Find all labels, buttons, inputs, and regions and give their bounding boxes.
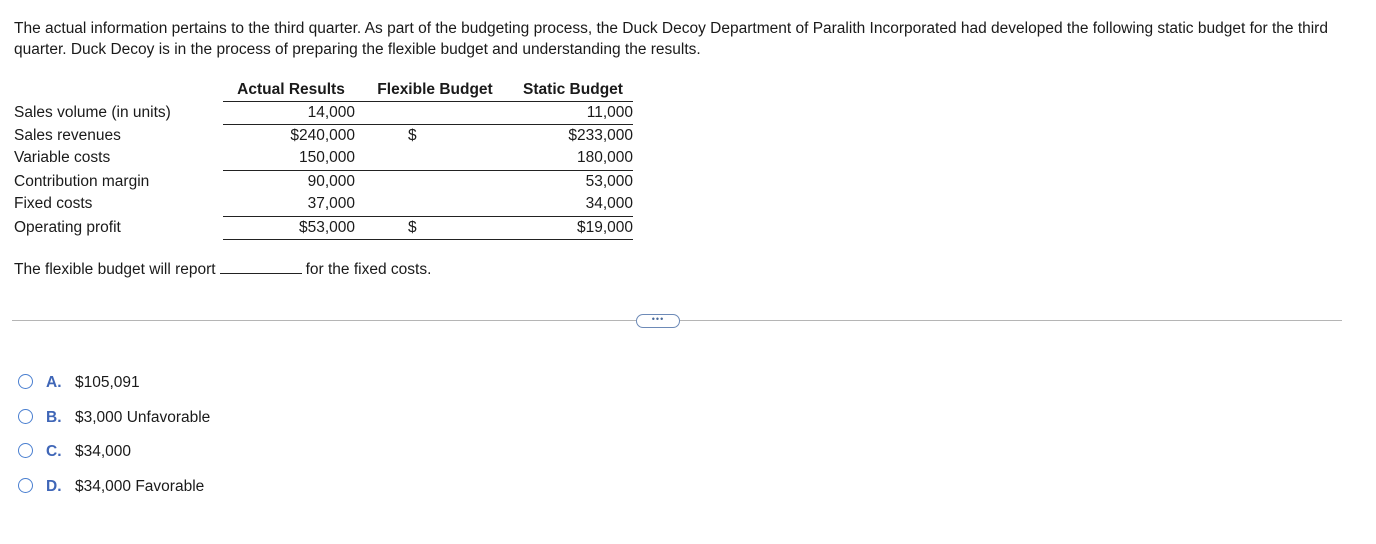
table-row: [14, 171, 654, 193]
flexible-value: $: [408, 219, 417, 236]
option-text: $105,091: [75, 374, 140, 391]
actual-value: $240,000: [290, 127, 355, 144]
table-row: [14, 193, 654, 215]
total-underline-top: [223, 239, 633, 240]
radio-button-icon[interactable]: [18, 478, 33, 493]
flexible-value: [408, 193, 428, 215]
flexible-value: [408, 147, 428, 169]
header-actual-results: Actual Results: [237, 81, 345, 98]
option-text: $34,000: [75, 443, 132, 460]
static-value: 53,000: [585, 173, 633, 190]
table-header-row: [14, 79, 654, 101]
flexible-value: [408, 102, 428, 124]
radio-button-icon[interactable]: [18, 409, 33, 424]
option-text: $34,000 Favorable: [75, 478, 205, 495]
actual-value: 37,000: [307, 195, 355, 212]
option-text: $3,000 Unfavorable: [75, 409, 211, 426]
static-value: 34,000: [585, 195, 633, 212]
table-row: [14, 102, 654, 124]
question-text: [14, 259, 431, 281]
row-label: Contribution margin: [14, 173, 150, 190]
table-row: [14, 147, 654, 169]
option-a[interactable]: [18, 372, 338, 394]
intro-paragraph: The actual information pertains to the third quarter. As part of the budgeting process, the Duck Decoy Department of Paralith Incorporated had developed the following static budget for the third quarter. Duck Decoy is in the process of preparing the flexible budget and understanding the results.: [14, 20, 1328, 58]
option-letter: B.: [46, 409, 62, 426]
table-row: [14, 217, 654, 239]
option-d[interactable]: [18, 476, 338, 498]
static-value: $19,000: [576, 219, 633, 236]
radio-button-icon[interactable]: [18, 443, 33, 458]
actual-value: 150,000: [298, 149, 355, 166]
header-static-budget: Static Budget: [523, 81, 623, 98]
actual-value: 14,000: [307, 104, 355, 121]
row-label: Sales volume (in units): [14, 104, 171, 121]
static-value: 180,000: [576, 149, 633, 166]
actual-value: 90,000: [307, 173, 355, 190]
table-row: [14, 125, 654, 147]
header-flexible-budget: Flexible Budget: [377, 81, 493, 98]
radio-button-icon[interactable]: [18, 374, 33, 389]
row-label: Fixed costs: [14, 195, 93, 212]
more-button[interactable]: •••: [636, 314, 680, 328]
option-letter: D.: [46, 478, 62, 495]
question-text-after: for the fixed costs.: [305, 261, 432, 278]
option-letter: A.: [46, 374, 62, 391]
static-value: $233,000: [568, 127, 633, 144]
flexible-value: $: [408, 127, 417, 144]
actual-value: $53,000: [298, 219, 355, 236]
flexible-value: [408, 171, 428, 193]
option-letter: C.: [46, 443, 62, 460]
row-label: Sales revenues: [14, 127, 121, 144]
row-label: Variable costs: [14, 149, 111, 166]
option-c[interactable]: [18, 441, 338, 463]
question-text-before: The flexible budget will report: [14, 261, 216, 278]
row-label: Operating profit: [14, 219, 121, 236]
static-value: 11,000: [586, 104, 633, 121]
option-b[interactable]: [18, 407, 338, 429]
answer-blank: [220, 259, 302, 274]
